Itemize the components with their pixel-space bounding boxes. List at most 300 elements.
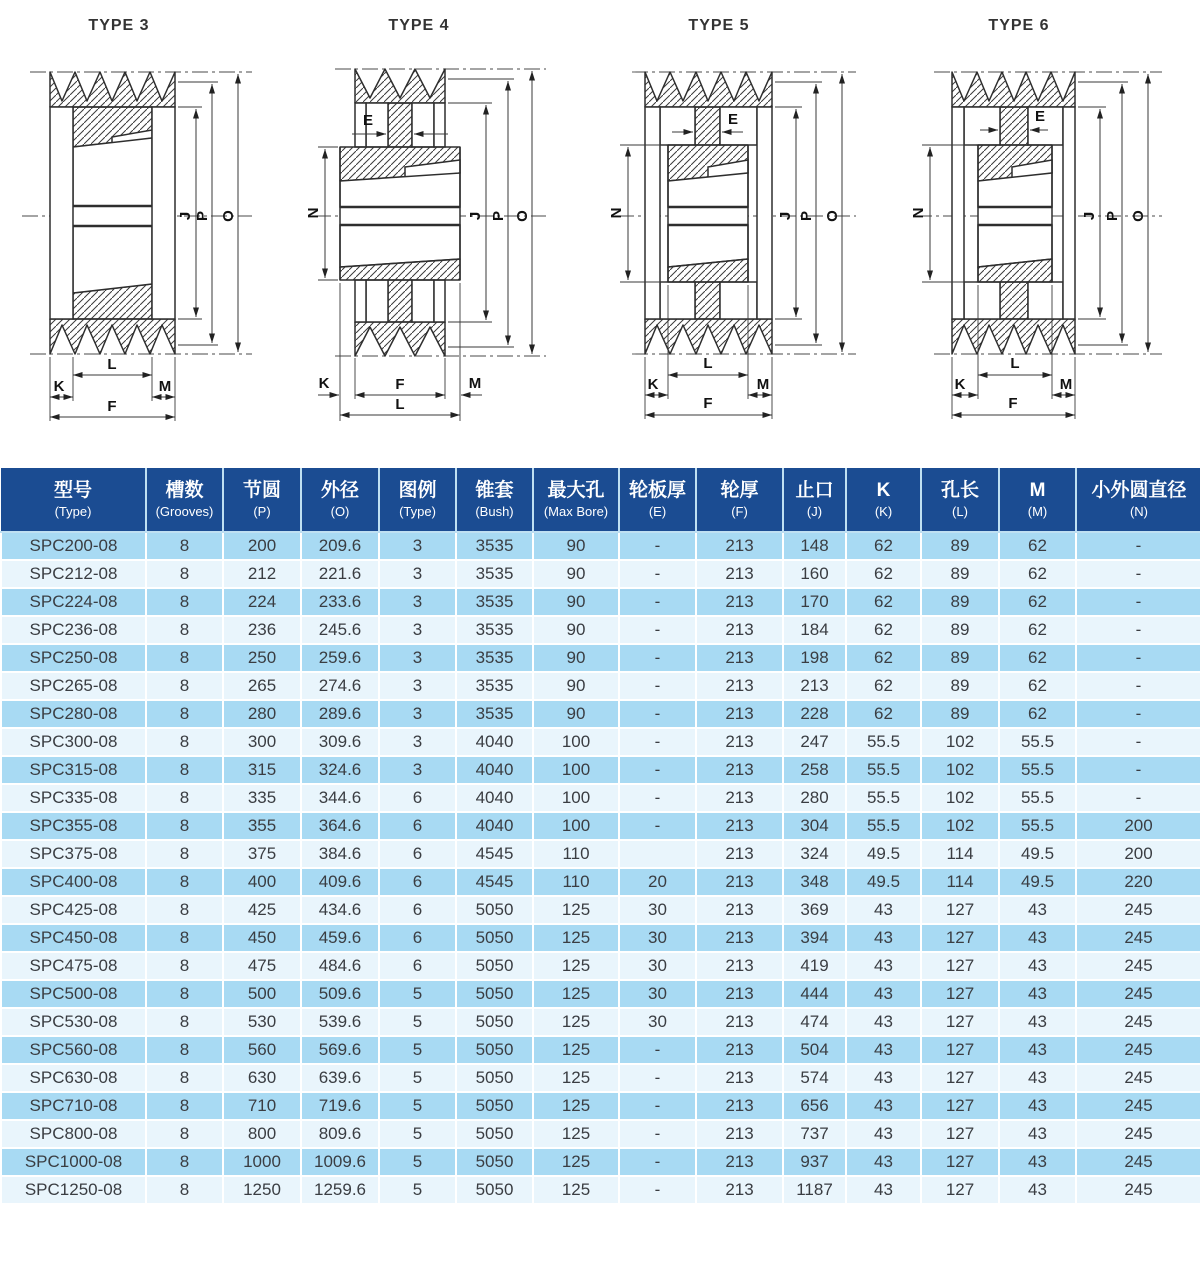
table-cell: - (1076, 728, 1200, 756)
table-cell: SPC400-08 (1, 868, 146, 896)
dim-label-P: P (1104, 210, 1121, 222)
table-cell: 3535 (456, 672, 533, 700)
table-cell: 5 (379, 1008, 456, 1036)
table-cell: 3535 (456, 700, 533, 728)
header-cell-f: 轮厚 (F) (696, 468, 783, 532)
table-cell: 245 (1076, 896, 1200, 924)
table-cell: 125 (533, 980, 619, 1008)
table-cell: 247 (783, 728, 846, 756)
header-cell-k: K (K) (846, 468, 921, 532)
dim-label-F: F (1008, 395, 1018, 412)
table-cell: 212 (223, 560, 301, 588)
diagram-type-3 (0, 0, 300, 468)
table-cell: 43 (999, 980, 1076, 1008)
table-cell: 213 (696, 1120, 783, 1148)
table-cell: 55.5 (846, 728, 921, 756)
table-cell: 236 (223, 616, 301, 644)
table-cell: 8 (146, 1148, 223, 1176)
table-cell: 355 (223, 812, 301, 840)
pulley-drawing-type-5 (600, 52, 900, 462)
table-cell: 213 (696, 980, 783, 1008)
table-cell: 259.6 (301, 644, 379, 672)
header-cell-j: 止口 (J) (783, 468, 846, 532)
table-cell: 6 (379, 952, 456, 980)
table-cell: 213 (696, 1064, 783, 1092)
table-cell: 8 (146, 1008, 223, 1036)
dim-label-M: M (468, 375, 482, 392)
table-cell: 62 (846, 532, 921, 560)
table-cell: SPC500-08 (1, 980, 146, 1008)
table-cell: SPC280-08 (1, 700, 146, 728)
table-cell: 100 (533, 756, 619, 784)
table-cell: 6 (379, 868, 456, 896)
table-cell: 8 (146, 980, 223, 1008)
table-cell: SPC315-08 (1, 756, 146, 784)
table-cell: - (619, 672, 696, 700)
table-row (1, 588, 1200, 616)
table-cell: 127 (921, 1148, 999, 1176)
table-cell: - (1076, 784, 1200, 812)
table-cell: 43 (999, 1092, 1076, 1120)
table-cell: 30 (619, 924, 696, 952)
table-cell: 1259.6 (301, 1176, 379, 1204)
table-cell: 530 (223, 1008, 301, 1036)
diagram-title: TYPE 6 (988, 17, 1050, 34)
table-cell: 5 (379, 1120, 456, 1148)
table-cell: 8 (146, 616, 223, 644)
table-cell: 55.5 (999, 784, 1076, 812)
dim-label-K: K (53, 378, 65, 395)
table-cell: 228 (783, 700, 846, 728)
table-cell: - (619, 700, 696, 728)
table-cell: 148 (783, 532, 846, 560)
table-cell: SPC250-08 (1, 644, 146, 672)
table-cell: 89 (921, 700, 999, 728)
table-cell: 384.6 (301, 840, 379, 868)
table-cell: 245 (1076, 980, 1200, 1008)
table-cell: 213 (696, 700, 783, 728)
table-cell: 309.6 (301, 728, 379, 756)
pulley-section (50, 72, 175, 354)
table-row (1, 812, 1200, 840)
table-cell: 43 (999, 1176, 1076, 1204)
table-cell: 8 (146, 952, 223, 980)
table-cell: 3 (379, 756, 456, 784)
table-cell: 245 (1076, 1120, 1200, 1148)
dim-label-P: P (490, 210, 507, 222)
spec-table (0, 468, 1200, 1205)
table-cell: 213 (696, 616, 783, 644)
table-cell: 89 (921, 532, 999, 560)
dim-label-L: L (107, 356, 117, 373)
table-cell: 55.5 (999, 728, 1076, 756)
header-cell-grooves: 槽数 (Grooves) (146, 468, 223, 532)
table-cell: 5050 (456, 980, 533, 1008)
table-cell: 114 (921, 868, 999, 896)
table-cell: 62 (999, 560, 1076, 588)
table-cell: 425 (223, 896, 301, 924)
table-cell: 125 (533, 1064, 619, 1092)
table-cell: 90 (533, 644, 619, 672)
table-row (1, 756, 1200, 784)
table-cell: 102 (921, 728, 999, 756)
table-cell: 89 (921, 672, 999, 700)
table-cell: 245.6 (301, 616, 379, 644)
table-cell: 220 (1076, 868, 1200, 896)
table-cell: 8 (146, 1064, 223, 1092)
table-cell: 49.5 (999, 868, 1076, 896)
header-cell-figure: 图例 (Type) (379, 468, 456, 532)
table-cell: 127 (921, 896, 999, 924)
table-cell: 3 (379, 728, 456, 756)
table-cell: SPC450-08 (1, 924, 146, 952)
table-cell: 100 (533, 784, 619, 812)
table-cell: 3 (379, 644, 456, 672)
dim-label-J: J (1081, 211, 1098, 221)
table-cell: 233.6 (301, 588, 379, 616)
table-cell: 8 (146, 1176, 223, 1204)
table-cell: 43 (999, 1036, 1076, 1064)
table-cell: 274.6 (301, 672, 379, 700)
table-cell: 110 (533, 840, 619, 868)
table-cell: 170 (783, 588, 846, 616)
pulley-section (952, 72, 1075, 354)
table-cell: 49.5 (846, 840, 921, 868)
table-cell: 304 (783, 812, 846, 840)
dim-label-E: E (727, 111, 739, 128)
table-cell: 55.5 (846, 812, 921, 840)
table-cell: 3 (379, 672, 456, 700)
table-cell: 434.6 (301, 896, 379, 924)
table-cell: 809.6 (301, 1120, 379, 1148)
table-cell: 369 (783, 896, 846, 924)
diagram-type-5 (600, 0, 900, 468)
table-cell: 3535 (456, 560, 533, 588)
table-cell: 125 (533, 1148, 619, 1176)
table-cell: 245 (1076, 1064, 1200, 1092)
table-cell: 127 (921, 1120, 999, 1148)
dim-label-F: F (107, 398, 117, 415)
table-cell: 213 (696, 560, 783, 588)
table-cell: 43 (846, 952, 921, 980)
table-cell: 114 (921, 840, 999, 868)
header-cell-bush: 锥套 (Bush) (456, 468, 533, 532)
table-row (1, 840, 1200, 868)
table-cell: 43 (846, 1008, 921, 1036)
table-cell: - (1076, 700, 1200, 728)
table-cell: 224 (223, 588, 301, 616)
dim-label-J: J (177, 211, 194, 221)
dim-label-M: M (756, 376, 770, 393)
table-cell: SPC200-08 (1, 532, 146, 560)
table-cell: SPC224-08 (1, 588, 146, 616)
table-cell: 125 (533, 1120, 619, 1148)
dim-label-O: O (1130, 210, 1147, 222)
table-row (1, 868, 1200, 896)
table-cell: 62 (999, 644, 1076, 672)
table-cell: 8 (146, 728, 223, 756)
table-cell: 43 (846, 1148, 921, 1176)
table-cell: 419 (783, 952, 846, 980)
table-cell: 125 (533, 1036, 619, 1064)
table-cell: 639.6 (301, 1064, 379, 1092)
table-cell: - (619, 784, 696, 812)
table-cell: - (1076, 588, 1200, 616)
header-cell-m: M (M) (999, 468, 1076, 532)
dim-label-F: F (703, 395, 713, 412)
table-cell: 3 (379, 616, 456, 644)
table-cell: 245 (1076, 1036, 1200, 1064)
table-cell: 5 (379, 1092, 456, 1120)
table-cell: 127 (921, 1036, 999, 1064)
table-cell: 3 (379, 588, 456, 616)
table-cell: 89 (921, 644, 999, 672)
table-cell: 90 (533, 672, 619, 700)
table-cell: SPC375-08 (1, 840, 146, 868)
table-cell: - (1076, 616, 1200, 644)
table-row (1, 784, 1200, 812)
table-cell: 245 (1076, 924, 1200, 952)
table-cell: 5 (379, 1036, 456, 1064)
table-cell: 200 (1076, 812, 1200, 840)
table-cell: 55.5 (999, 812, 1076, 840)
table-cell: 43 (999, 924, 1076, 952)
table-cell: 125 (533, 1008, 619, 1036)
table-row (1, 728, 1200, 756)
table-cell: 5050 (456, 1176, 533, 1204)
header-cell-n: 小外圆直径 (N) (1076, 468, 1200, 532)
table-cell: 198 (783, 644, 846, 672)
table-cell: 3 (379, 700, 456, 728)
table-row (1, 560, 1200, 588)
table-cell: 213 (696, 1036, 783, 1064)
pulley-drawing-type-4 (300, 52, 600, 462)
table-cell: 221.6 (301, 560, 379, 588)
table-cell: - (1076, 532, 1200, 560)
table-cell: 127 (921, 1064, 999, 1092)
table-cell: 43 (999, 896, 1076, 924)
table-cell: 160 (783, 560, 846, 588)
table-cell: 125 (533, 1092, 619, 1120)
table-cell: SPC212-08 (1, 560, 146, 588)
diagram-type-6 (900, 0, 1200, 468)
table-row (1, 1148, 1200, 1176)
table-cell: 62 (999, 616, 1076, 644)
table-cell: 43 (999, 952, 1076, 980)
dim-label-M: M (1059, 376, 1073, 393)
diagrams-row (0, 0, 1200, 468)
table-cell: 184 (783, 616, 846, 644)
table-cell: 560 (223, 1036, 301, 1064)
table-cell: 630 (223, 1064, 301, 1092)
table-cell: SPC1000-08 (1, 1148, 146, 1176)
header-cell-type: 型号 (Type) (1, 468, 146, 532)
dim-label-O: O (220, 210, 237, 222)
table-cell: - (619, 560, 696, 588)
table-cell: - (619, 588, 696, 616)
table-cell: 89 (921, 588, 999, 616)
table-cell: 8 (146, 560, 223, 588)
table-cell: 4545 (456, 840, 533, 868)
table-cell: 5050 (456, 896, 533, 924)
dim-label-P: P (798, 210, 815, 222)
table-cell: 5 (379, 1176, 456, 1204)
table-row (1, 1176, 1200, 1204)
table-cell: 4040 (456, 812, 533, 840)
table-cell: 102 (921, 756, 999, 784)
table-row (1, 1036, 1200, 1064)
table-cell: 5050 (456, 924, 533, 952)
table-cell: 127 (921, 952, 999, 980)
table-row (1, 1008, 1200, 1036)
diagram-title: TYPE 3 (88, 17, 150, 34)
table-cell: 43 (846, 924, 921, 952)
table-cell: 245 (1076, 1092, 1200, 1120)
dim-label-J: J (777, 211, 794, 221)
table-cell: 656 (783, 1092, 846, 1120)
table-cell: 348 (783, 868, 846, 896)
table-cell: 62 (999, 700, 1076, 728)
table-cell (619, 840, 696, 868)
table-cell: 30 (619, 980, 696, 1008)
table-cell: 213 (696, 1176, 783, 1204)
table-cell: 90 (533, 532, 619, 560)
table-row (1, 896, 1200, 924)
table-cell: 213 (696, 728, 783, 756)
table-cell: 400 (223, 868, 301, 896)
table-cell: 8 (146, 784, 223, 812)
table-cell: 62 (846, 672, 921, 700)
table-cell: 719.6 (301, 1092, 379, 1120)
table-cell: 474 (783, 1008, 846, 1036)
table-cell: 4545 (456, 868, 533, 896)
table-cell: 509.6 (301, 980, 379, 1008)
table-cell: 539.6 (301, 1008, 379, 1036)
table-cell: 3535 (456, 532, 533, 560)
table-cell: 8 (146, 588, 223, 616)
table-cell: - (619, 1120, 696, 1148)
table-cell: 43 (846, 980, 921, 1008)
table-cell: 49.5 (999, 840, 1076, 868)
table-cell: 800 (223, 1120, 301, 1148)
table-cell: 90 (533, 588, 619, 616)
table-cell: - (619, 1176, 696, 1204)
table-cell: 100 (533, 812, 619, 840)
table-row (1, 1092, 1200, 1120)
table-row (1, 672, 1200, 700)
table-row (1, 700, 1200, 728)
table-cell: SPC355-08 (1, 812, 146, 840)
dim-label-E: E (1034, 108, 1046, 125)
table-cell: 8 (146, 840, 223, 868)
dim-label-N: N (910, 207, 927, 219)
table-cell: 62 (846, 644, 921, 672)
table-cell: 3 (379, 560, 456, 588)
table-cell: 250 (223, 644, 301, 672)
table-cell: 213 (696, 588, 783, 616)
table-cell: SPC560-08 (1, 1036, 146, 1064)
table-cell: 324.6 (301, 756, 379, 784)
table-cell: 213 (696, 840, 783, 868)
table-cell: 102 (921, 812, 999, 840)
table-cell: 102 (921, 784, 999, 812)
table-cell: 30 (619, 1008, 696, 1036)
table-cell: 937 (783, 1148, 846, 1176)
diagram-title: TYPE 4 (388, 17, 450, 34)
table-cell: 280 (783, 784, 846, 812)
table-cell: 213 (696, 812, 783, 840)
table-cell: 6 (379, 896, 456, 924)
table-cell: 200 (223, 532, 301, 560)
table-cell: 574 (783, 1064, 846, 1092)
table-cell: 213 (696, 784, 783, 812)
dim-label-P: P (194, 210, 211, 222)
table-cell: - (1076, 672, 1200, 700)
header-cell-e: 轮板厚 (E) (619, 468, 696, 532)
table-cell: 5050 (456, 1036, 533, 1064)
table-cell: 8 (146, 1036, 223, 1064)
table-cell: 5050 (456, 1120, 533, 1148)
table-cell: 200 (1076, 840, 1200, 868)
table-cell: 5050 (456, 952, 533, 980)
table-cell: 245 (1076, 1008, 1200, 1036)
table-cell: 4040 (456, 728, 533, 756)
table-cell: SPC236-08 (1, 616, 146, 644)
table-cell: - (1076, 644, 1200, 672)
header-cell-l: 孔长 (L) (921, 468, 999, 532)
pulley-section (340, 69, 460, 356)
table-cell: 1000 (223, 1148, 301, 1176)
table-cell: 8 (146, 756, 223, 784)
table-cell: SPC300-08 (1, 728, 146, 756)
table-cell: SPC475-08 (1, 952, 146, 980)
table-cell: 394 (783, 924, 846, 952)
pulley-drawing-type-3 (0, 52, 300, 462)
table-cell: 289.6 (301, 700, 379, 728)
table-cell: - (619, 1036, 696, 1064)
table-cell: 127 (921, 980, 999, 1008)
table-cell: 569.6 (301, 1036, 379, 1064)
table-cell: 245 (1076, 952, 1200, 980)
dim-label-J: J (467, 211, 484, 221)
table-cell: - (619, 1092, 696, 1120)
table-cell: 213 (696, 756, 783, 784)
table-cell: 6 (379, 784, 456, 812)
table-cell: 459.6 (301, 924, 379, 952)
table-cell: - (619, 1064, 696, 1092)
table-cell: 62 (846, 616, 921, 644)
dim-label-E: E (362, 112, 374, 129)
table-cell: 5 (379, 1148, 456, 1176)
table-cell: - (619, 728, 696, 756)
table-cell: 5050 (456, 1092, 533, 1120)
table-cell: - (619, 616, 696, 644)
table-cell: SPC710-08 (1, 1092, 146, 1120)
table-cell: 8 (146, 924, 223, 952)
table-cell: 90 (533, 616, 619, 644)
table-cell: 344.6 (301, 784, 379, 812)
dim-label-L: L (703, 355, 713, 372)
table-cell: 213 (696, 1148, 783, 1176)
dim-label-L: L (1010, 355, 1020, 372)
table-cell: 8 (146, 812, 223, 840)
table-cell: 20 (619, 868, 696, 896)
table-cell: 125 (533, 952, 619, 980)
table-cell: 43 (999, 1148, 1076, 1176)
table-cell: 213 (696, 532, 783, 560)
table-cell: 43 (846, 1064, 921, 1092)
table-cell: 8 (146, 1092, 223, 1120)
